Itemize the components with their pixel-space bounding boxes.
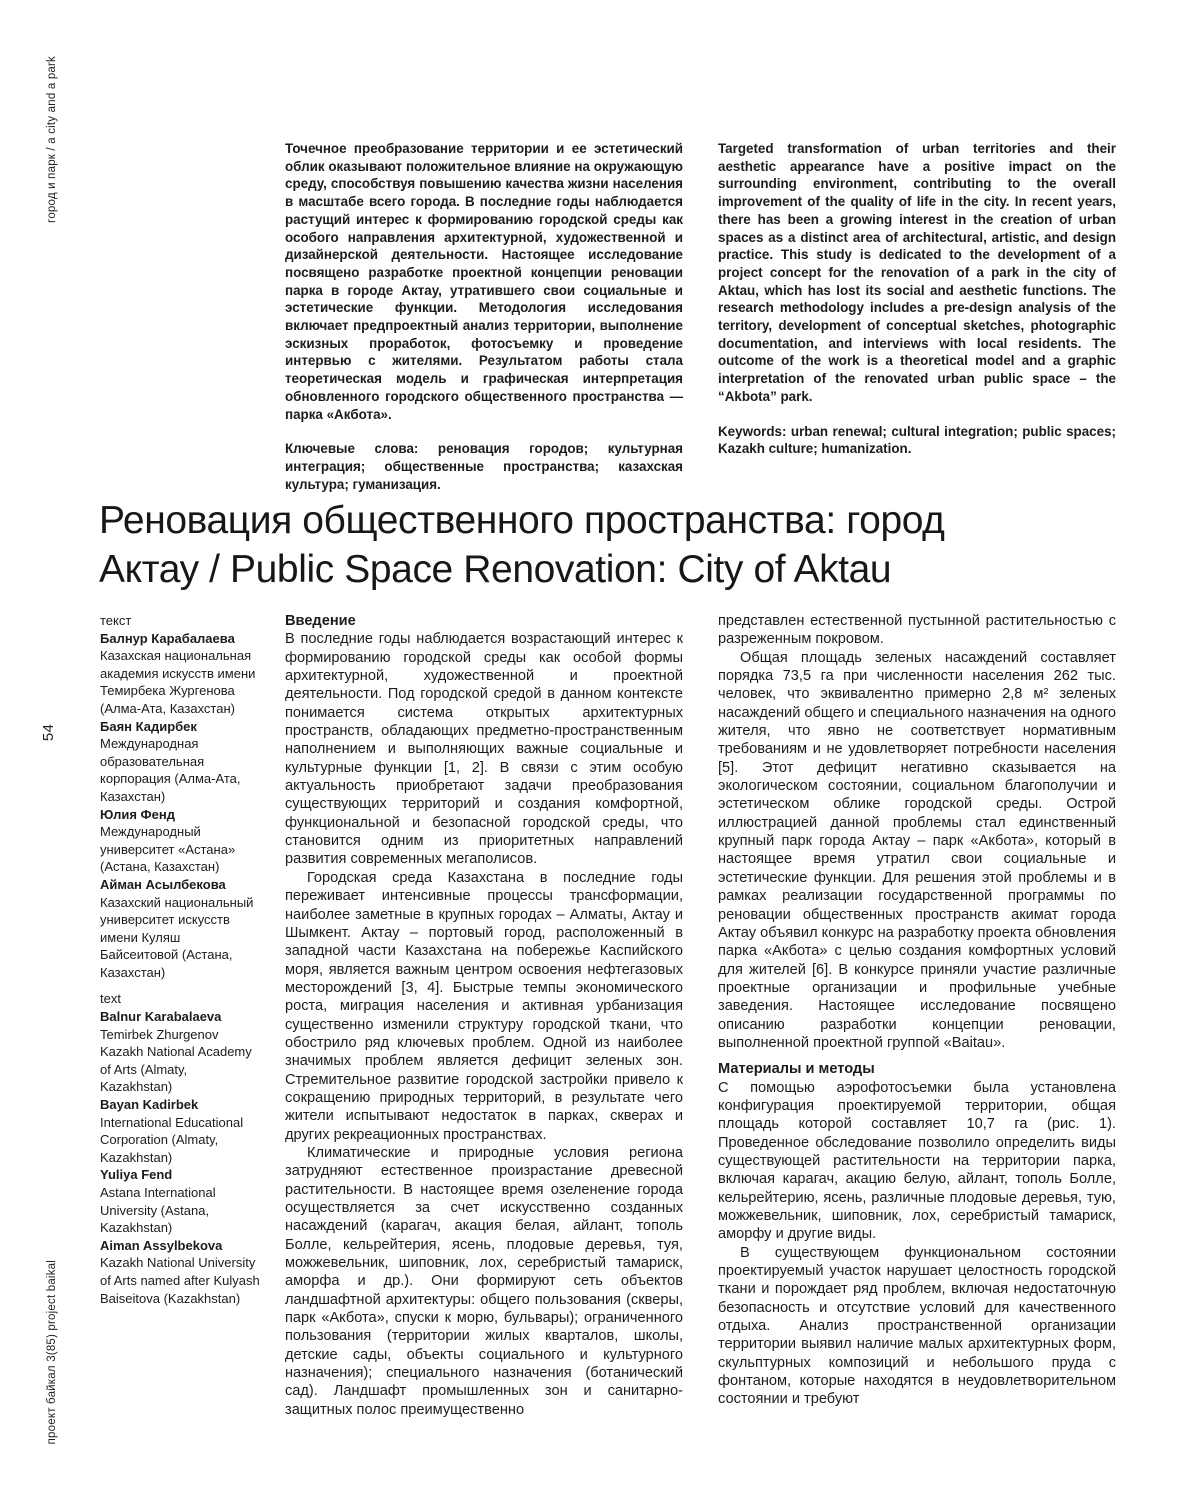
body-paragraph: С помощью аэрофотосъемки была установлена конфигурация проектируемой территории, общая площадь которой составляет 10,7 га (рис. 1). Проведенное обследование позволило определить виды существующей растительности на территории парка, включая карагач, акацию белую, айлант, тополь Болле, кельрейтерию, ясень, различные плодовые деревья, тую, можжевельник, шиповник, лох, серебристый тамариск, аморфу и другие виды. (718, 1079, 1116, 1243)
keywords-english: Keywords: urban renewal; cultural integration; public spaces; Kazakh culture; humanization. (718, 423, 1116, 457)
author-entry-ru-2 (100, 718, 262, 806)
article-title-line1: Реновация общественного пространства: город (99, 499, 945, 543)
author-affiliation: Temirbek Zhurgenov Kazakh National Academy of Arts (Almaty, Kazakhstan) (100, 1026, 252, 1095)
abstract-english (718, 140, 1116, 458)
body-paragraph: Общая площадь зеленых насаждений составляет порядка 73,5 га при численности населения 262 тыс. человек, что эквивалентно примерно 2,8 м² зеленых насаждений общего и специального назначения на одного жителя, что явно не соответствует нормативным требованиям и не удовлетворяет потребности населения [5]. Этот дефицит негативно сказывается на экологическом состоянии, социальном благополучии и эстетическом облике городской среды. Острой иллюстрацией данной проблемы стал единственный крупный парк города Актау – парк «Акбота», который в настоящее время утратил свои социальные и эстетические функции. Для решения этой проблемы и в рамках реализации государственной программы по реновации общественных пространств акимат города Актау объявил конкурс на разработку проекта обновления парка «Акбота» с целью создания комфортных условий для жителей [6]. В конкурсе приняли участие различные проектные организации и профильные учебные заведения. Настоящее исследование посвящено описанию разработки концепции реновации, выполненной проектной группой «Baitau». (718, 649, 1116, 1051)
abstract-russian (285, 140, 683, 493)
author-name: Aiman Assylbekova (100, 1237, 223, 1253)
author-name: Баян Кадирбек (100, 718, 197, 734)
author-entry-en-2 (100, 1096, 262, 1166)
author-name: Балнур Карабалаева (100, 630, 235, 646)
body-paragraph: Климатические и природные условия региона затрудняют естественное произрастание древесной растительности. В настоящее время озеленение города осуществляется за счет искусственно созданных насаждений (карагач, акация белая, айлант, тополь Болле, кельрейтерия, ясень, плодовые деревья, туя, можжевельник, шиповник, лох, серебристый тамариск, аморфа и др.). Они формируют сеть объектов ландшафтной архитектуры: общего пользования (скверы, парк «Акбота», спуски к морю, бульвары); ограниченного пользования (территории жилых кварталов, школы, детские сады, объекты социального и культурного назначения); специального назначения (ботанический сад). Ландшафт промышленных зон и санитарно-защитных полос преимущественно (285, 1144, 683, 1418)
article-title-line2: Актау / Public Space Renovation: City of Aktau (99, 548, 892, 592)
author-affiliation: Казахская национальная академия искусств имени Темирбека Жургенова (Алма-Ата, Казахстан) (100, 648, 256, 716)
abstract-english-body: Targeted transformation of urban territories and their aesthetic appearance have a positive impact on the surrounding environment, contributing to the overall improvement of the quality of life in the city. In recent years, there has been a growing interest in the creation of urban spaces as a distinct area of architectural, artistic, and design practice. This study is dedicated to the development of a project concept for the renovation of a park in the city of Aktau, which has lost its social and aesthetic functions. The research methodology includes a pre-design analysis of the territory, development of conceptual sketches, photographic documentation, and interviews with local residents. The outcome of the work is a theoretical model and a graphic interpretation of the renovated urban public space – the “Akbota” park. (718, 141, 1116, 404)
keywords-russian: Ключевые слова: реновация городов; культурная интеграция; общественные пространства; казахская культура; гуманизация. (285, 441, 683, 492)
author-entry-en-4 (100, 1237, 262, 1307)
introduction-heading: Введение (285, 613, 356, 629)
page-number: 54 (40, 724, 57, 742)
authors-column (100, 612, 262, 1307)
body-paragraph: Городская среда Казахстана в последние годы переживает интенсивные процессы трансформации, наиболее заметные в крупных городах – Алматы, Актау и Шымкент. Актау – портовый город, расположенный в западной части Казахстана на побережье Каспийского моря, является важным центром освоения нефтегазовых месторождений [3, 4]. Быстрые темпы экономического роста, миграция населения и активная урбанизация существенно изменили структуру городской ткани, что обострило ряд ключевых проблем. Одной из наиболее значимых проблем является дефицит зеленых зон. Стремительное развитие городской застройки привело к сокращению природных территорий, в результате чего жители испытывают недостаток в парках, скверах и других рекреационных пространствах. (285, 869, 683, 1143)
body-paragraph: В существующем функциональном состоянии проектируемый участок нарушает целостность городской ткани и порождает ряд проблем, включая недостаточную безопасность и отсутствие условий для качественного отдыха. Анализ пространственной организации территории выявил наличие малых архитектурных форм, скульптурных композиций и небольшого пруда с фонтаном, которые находятся в неудовлетворительном состоянии и требуют (718, 1244, 1116, 1408)
author-entry-ru-4 (100, 876, 262, 982)
authors-label-ru: текст (100, 613, 132, 628)
authors-label-en: text (100, 991, 121, 1007)
article-title (99, 496, 1119, 594)
author-affiliation: Astana International University (Astana, Kazakhstan) (100, 1185, 216, 1236)
author-name: Yuliya Fend (100, 1167, 173, 1183)
author-name: Balnur Karabalaeva (100, 1009, 222, 1025)
body-paragraph: В последние годы наблюдается возрастающий интерес к формированию городской среды как особой формы архитектурной, художественной и проектной деятельности. Под городской средой в данном контексте понимается система открытых архитектурных пространств, обладающих предметно-пространственным наполнением и выполняющих важные социальные и культурные функции [1, 2]. В связи с этим особую актуальность приобретают задачи преобразования существующих территорий и создания комфортной, функциональной и безопасной городской среды, что становится одним из приоритетных направлений развития современных мегаполисов. (285, 631, 683, 868)
author-affiliation: Казахский национальный университет искусств имени Куляш Байсеитовой (Астана, Казахстан) (100, 894, 254, 980)
author-entry-ru-1 (100, 630, 262, 718)
body-paragraph: представлен естественной пустынной растительностью с разреженным покровом. (718, 613, 1116, 648)
author-entry-en-3 (100, 1166, 262, 1236)
author-name: Юлия Фенд (100, 806, 175, 822)
author-entry-ru-3 (100, 806, 262, 876)
author-affiliation: Kazakh National University of Arts named after Kulyash Baiseitova (Kazakhstan) (100, 1255, 260, 1306)
sidebar-topic-label: город и парк / a city and a park (46, 56, 58, 223)
body-column-right (718, 612, 1116, 1409)
author-affiliation: Международная образовательная корпорация (Алма-Ата, Казахстан) (100, 736, 241, 804)
author-entry-en-1 (100, 1008, 262, 1096)
abstract-russian-body: Точечное преобразование территории и ее эстетический облик оказывают положительное влияние на окружающую среду, способствуя повышению качества жизни населения в масштабе всего города. В последние годы наблюдается растущий интерес к формированию городской среды как особого направления архитектурной, художественной и дизайнерской деятельности. Настоящее исследование посвящено разработке проектной концепции реновации парка в городе Актау, утратившего свои социальные и эстетические функции. Методология исследования включает предпроектный анализ территории, выполнение эскизных проработок, фотосъемку и проведение интервью с жителями. Результатом работы стала теоретическая модель и графическая интерпретация обновленного городского общественного пространства — парка «Акбота». (285, 141, 683, 422)
author-affiliation: Международный университет «Астана» (Астана, Казахстан) (100, 824, 236, 875)
body-column-middle (285, 612, 683, 1419)
author-name: Bayan Kadirbek (100, 1097, 199, 1113)
methods-heading: Материалы и методы (718, 1061, 875, 1078)
author-name: Айман Асылбекова (100, 876, 226, 892)
author-affiliation: International Educational Corporation (Almaty, Kazakhstan) (100, 1114, 244, 1165)
journal-issue-label: проект байкал 3(85) project baikal (46, 1260, 58, 1445)
